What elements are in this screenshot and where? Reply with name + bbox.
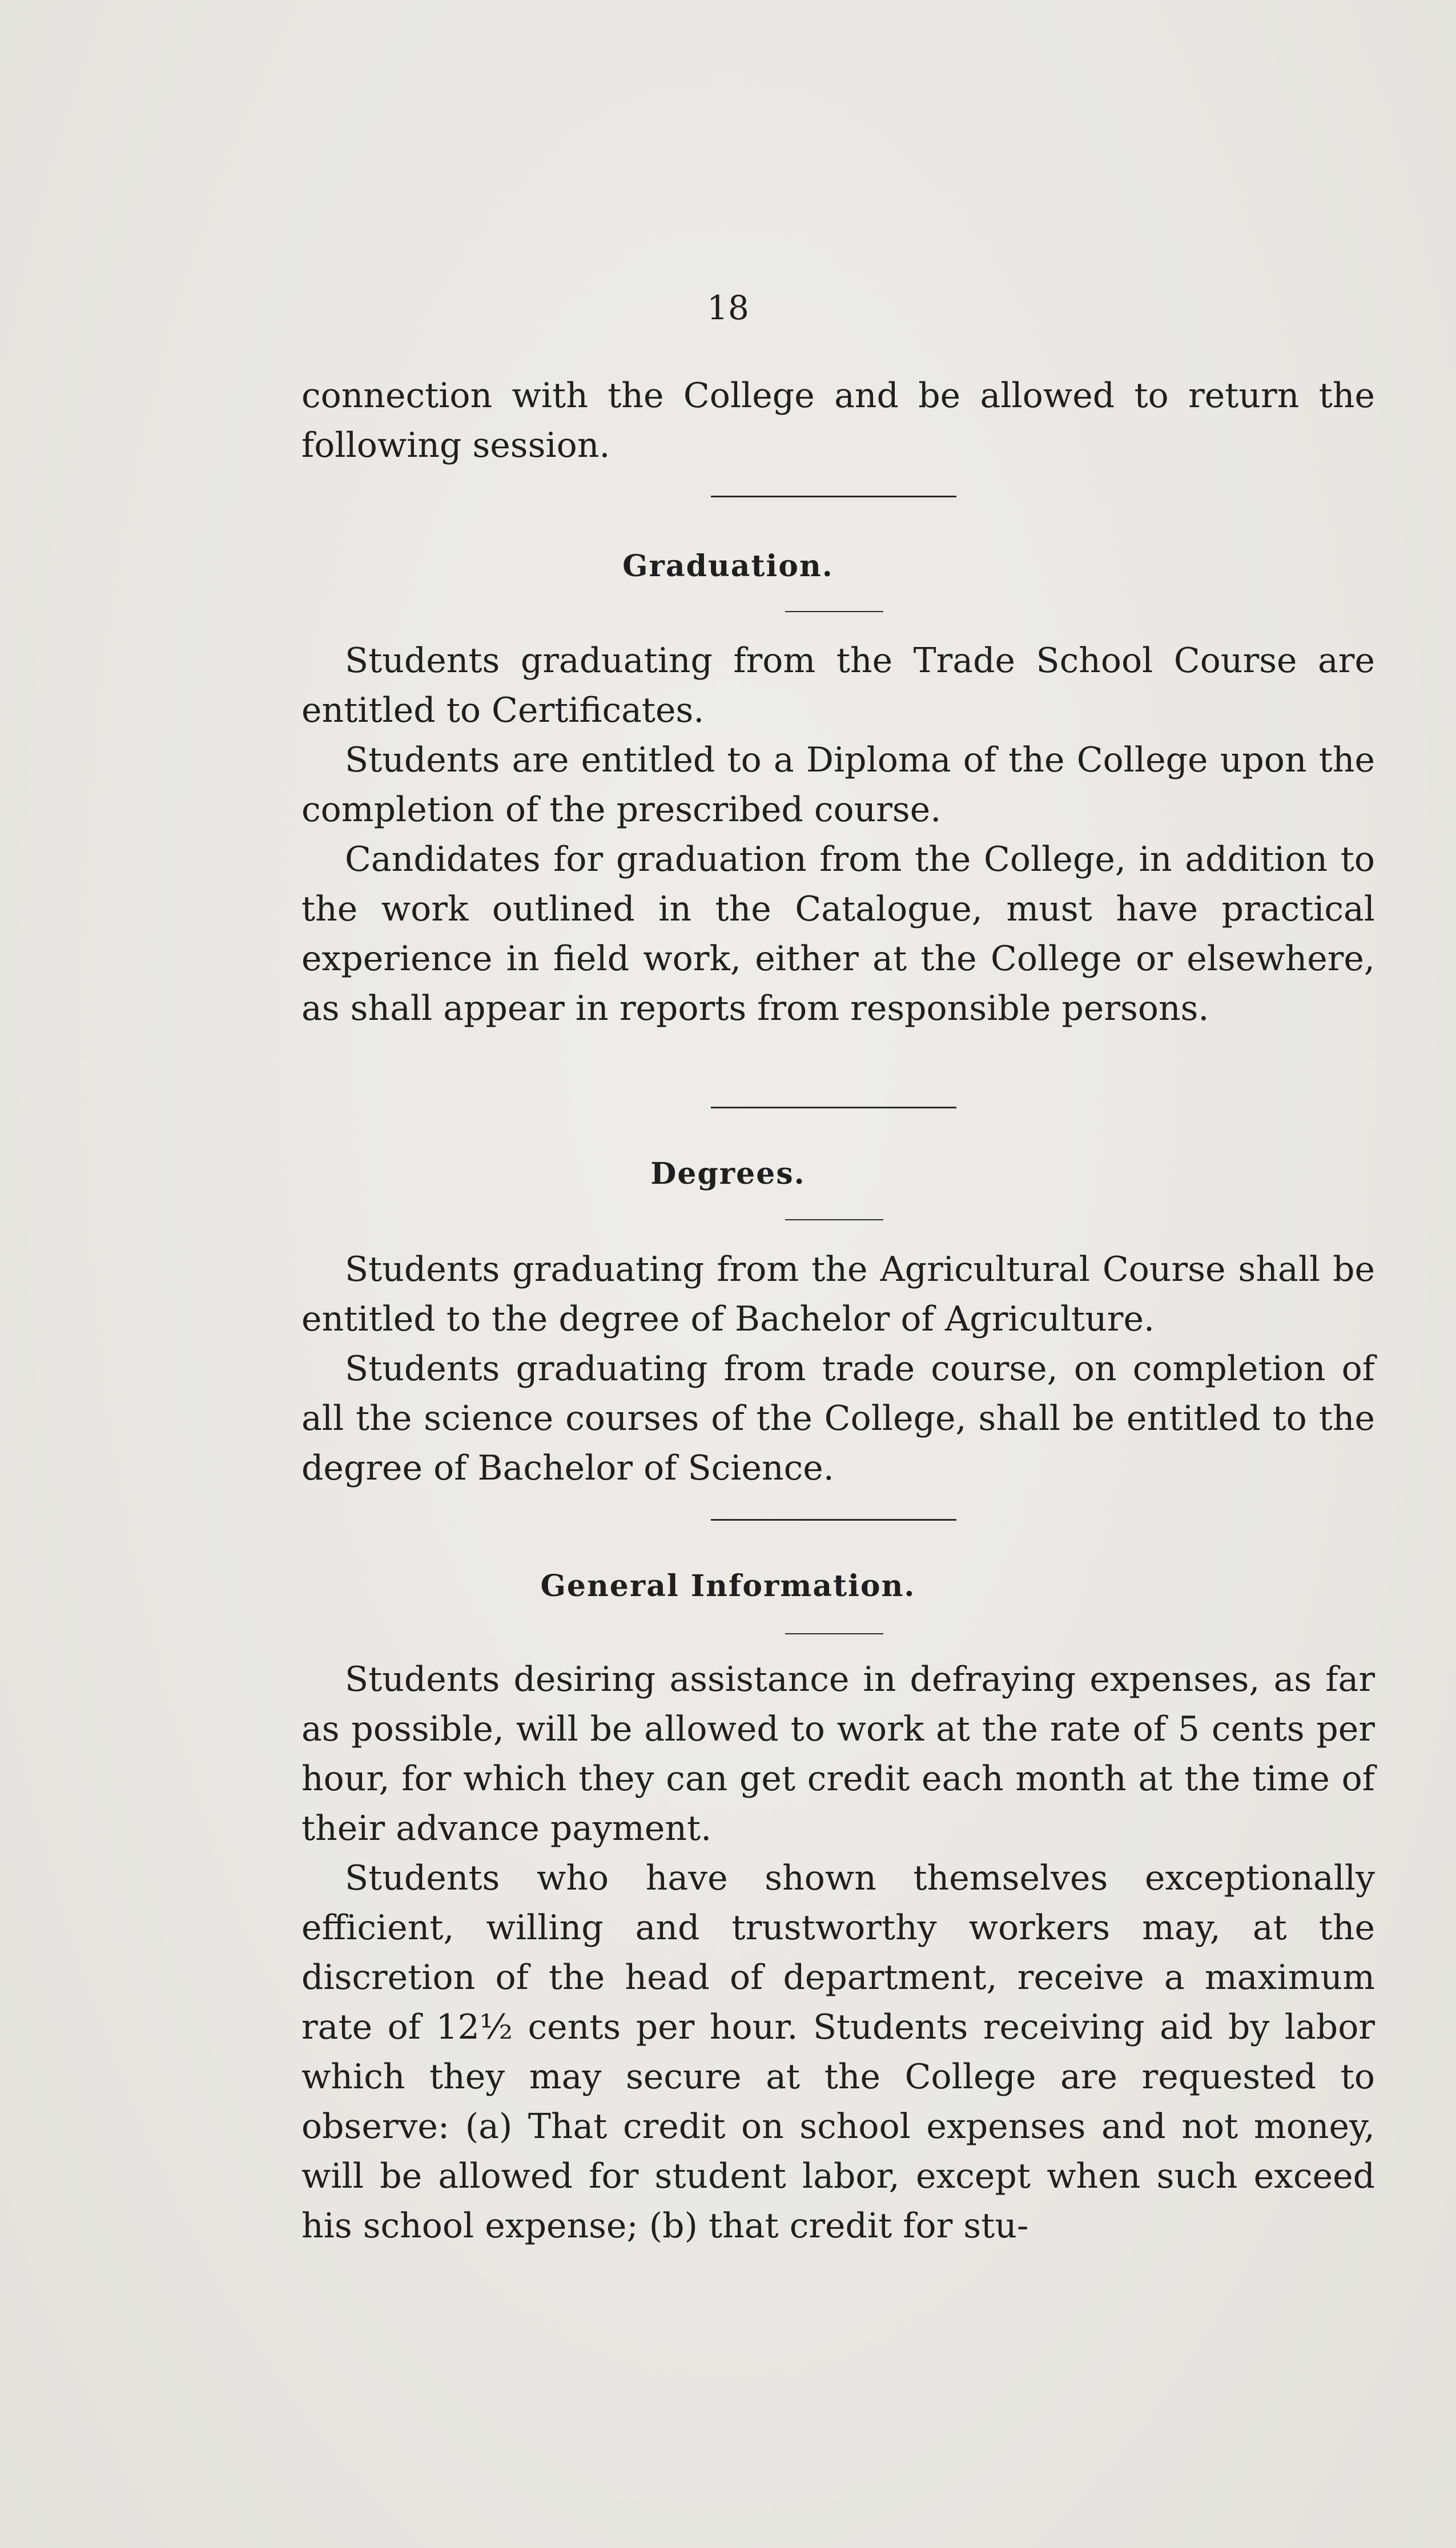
general-information-paragraphs xyxy=(301,1655,1375,2251)
degrees-heading: Degrees. xyxy=(650,1156,806,1191)
paragraph: Students are entitled to a Diploma of the College upon the completion of the prescribed course. xyxy=(301,740,1375,830)
page-number: 18 xyxy=(707,288,749,327)
heading-underline xyxy=(785,1219,883,1220)
section-divider xyxy=(711,496,956,497)
graduation-heading: Graduation. xyxy=(622,549,834,584)
paragraph: Students graduating from the Agricultural Course shall be entitled to the degree of Bachelor of Agriculture. xyxy=(301,1249,1375,1339)
degrees-paragraphs xyxy=(301,1245,1375,1493)
section-divider xyxy=(711,1107,956,1108)
section-divider xyxy=(711,1519,956,1521)
paragraph: Candidates for graduation from the College, in addition to the work outlined in the Catalogue, must have practical experience in field work, either at the College or elsewhere, as shall appear in reports from responsible persons. xyxy=(301,839,1375,1028)
paragraph: Students desiring assistance in defraying expenses, as far as possible, will be allowed to work at the rate of 5 cents per hour, for which they can get credit each month at the time of their advance payment. xyxy=(301,1659,1375,1848)
paragraph: Students who have shown themselves exceptionally efficient, willing and trustworthy workers may, at the discretion of the head of department, receive a maximum rate of 12½ cents per hour. Students receiving aid by labor which they may secure at the College are requested to observe: (a) That credit on school expenses and not money, will be allowed for student labor, except when such exceed his school expense; (b) that credit for stu- xyxy=(301,1858,1375,2246)
intro-paragraph: connection with the College and be allowed to return the following session. xyxy=(301,376,1375,465)
paragraph: Students graduating from trade course, on completion of all the science courses of the College, shall be entitled to the degree of Bachelor of Science. xyxy=(301,1349,1375,1488)
general-information-heading: General Information. xyxy=(540,1569,916,1603)
heading-underline xyxy=(785,611,883,612)
heading-underline xyxy=(785,1633,883,1634)
paragraph: Students graduating from the Trade School Course are entitled to Certificates. xyxy=(301,641,1375,730)
graduation-paragraphs xyxy=(301,636,1375,1034)
intro-paragraph-block xyxy=(301,371,1375,471)
